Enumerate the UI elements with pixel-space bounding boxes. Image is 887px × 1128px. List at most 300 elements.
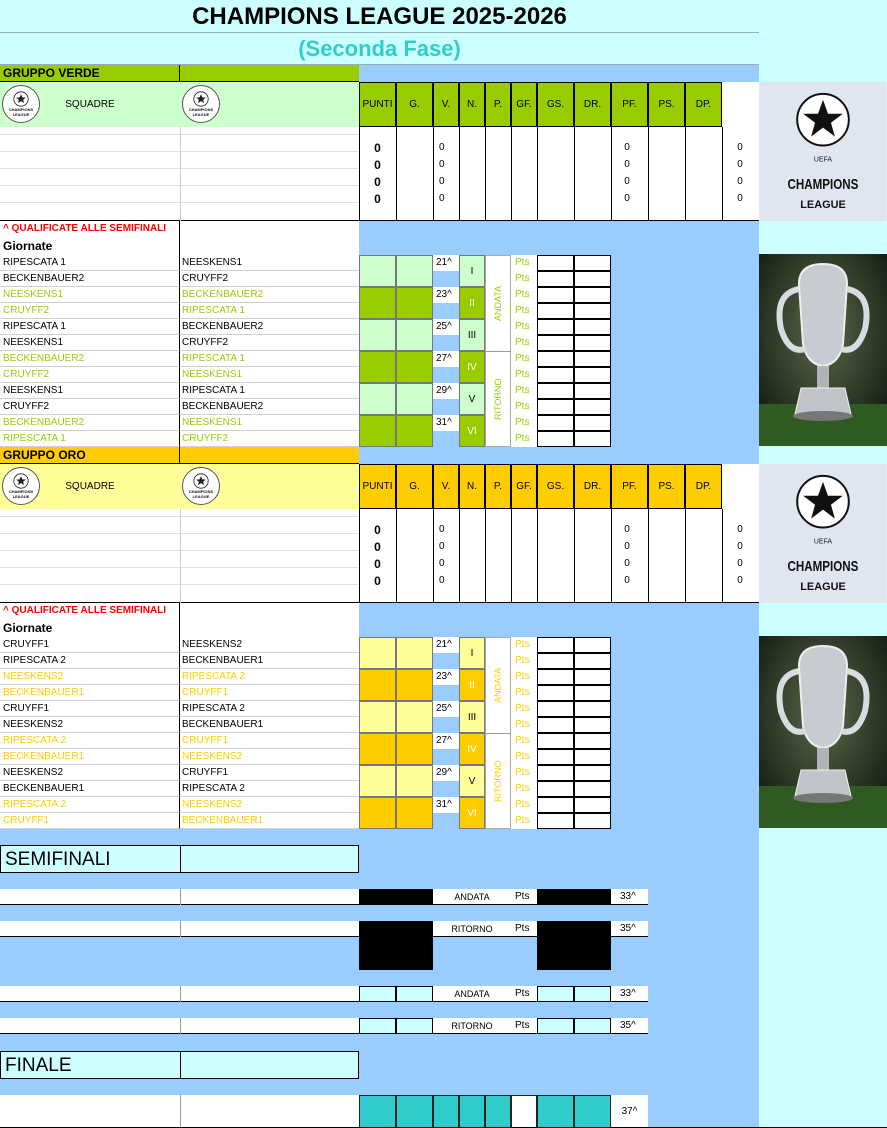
logo-caption: CHAMPIONS LEAGUE bbox=[188, 489, 214, 499]
header-p bbox=[485, 82, 511, 127]
giornata-number bbox=[433, 701, 459, 717]
match-home-team bbox=[0, 797, 180, 813]
score-cell[interactable] bbox=[574, 733, 611, 749]
match-home-team bbox=[0, 431, 180, 447]
giornata-number-text: 31^ bbox=[436, 799, 452, 810]
score-cell[interactable] bbox=[574, 303, 611, 319]
result-cell[interactable] bbox=[359, 255, 396, 287]
match-away-team-text: RIPESCATA 2 bbox=[182, 703, 245, 714]
score-cell[interactable] bbox=[574, 383, 611, 399]
score-cell[interactable] bbox=[574, 431, 611, 447]
match-home-team bbox=[0, 717, 180, 733]
group-name bbox=[0, 65, 180, 82]
divider bbox=[180, 845, 181, 873]
giornata-pad bbox=[433, 813, 459, 829]
round-numeral bbox=[459, 319, 485, 351]
match-away-team bbox=[180, 399, 359, 415]
match-away-team bbox=[180, 781, 359, 797]
pts-label-text: Pts bbox=[515, 289, 530, 300]
giornata-number bbox=[433, 733, 459, 749]
result-cell[interactable] bbox=[359, 351, 396, 383]
score-cell[interactable] bbox=[396, 1018, 433, 1034]
team-punti bbox=[359, 539, 396, 555]
header-v bbox=[433, 82, 459, 127]
pts-label bbox=[511, 431, 537, 447]
result-cell[interactable] bbox=[359, 287, 396, 319]
giornata-pad bbox=[433, 749, 459, 765]
qualificate-label-text: ^ QUALIFICATE ALLE SEMIFINALI bbox=[3, 605, 167, 616]
score-cell[interactable] bbox=[537, 685, 574, 701]
team-diff-reti bbox=[617, 539, 637, 555]
match-away-team bbox=[180, 335, 359, 351]
pts-label bbox=[511, 813, 537, 829]
score-cell[interactable] bbox=[537, 271, 574, 287]
score-cell[interactable] bbox=[574, 813, 611, 829]
pts-label bbox=[511, 669, 537, 685]
pts-label bbox=[511, 889, 537, 905]
match-home-team bbox=[0, 415, 180, 431]
team-giocate-text: 0 bbox=[439, 558, 445, 569]
header-dr bbox=[574, 464, 611, 509]
score-cell[interactable] bbox=[537, 255, 574, 271]
giornata-number bbox=[433, 797, 459, 813]
svg-text:CHAMPIONS: CHAMPIONS bbox=[787, 557, 859, 575]
round-numeral bbox=[459, 383, 485, 415]
match-home-team-text: BECKENBAUER1 bbox=[3, 687, 85, 698]
leg-label bbox=[433, 921, 511, 937]
match-away-team bbox=[180, 669, 359, 685]
giornata-pad bbox=[433, 303, 459, 319]
group-name bbox=[0, 447, 180, 464]
score-cell[interactable] bbox=[359, 986, 396, 1002]
score-cell[interactable] bbox=[537, 669, 574, 685]
score-cell[interactable] bbox=[574, 781, 611, 797]
match-home-team bbox=[0, 335, 180, 351]
page-subtitle-text: (Seconda Fase) bbox=[298, 36, 461, 61]
score-cell[interactable] bbox=[537, 701, 574, 717]
match-home-team-text: NEESKENS2 bbox=[3, 671, 64, 682]
team-diff-reti-text: 0 bbox=[624, 558, 630, 569]
team-diff-punti-text: 0 bbox=[737, 541, 743, 552]
header-punti bbox=[359, 464, 396, 509]
team-giocate bbox=[439, 539, 459, 555]
score-cell[interactable] bbox=[537, 986, 574, 1002]
match-home-team bbox=[0, 733, 180, 749]
champions-league-logo-icon bbox=[2, 467, 40, 505]
team-diff-reti-text: 0 bbox=[624, 524, 630, 535]
score-cell[interactable] bbox=[537, 287, 574, 303]
header-v-text: V. bbox=[441, 481, 451, 492]
star-ball-icon bbox=[13, 473, 29, 489]
header-p-text: P. bbox=[493, 99, 503, 110]
score-cell[interactable] bbox=[537, 813, 574, 829]
match-away-team bbox=[180, 351, 359, 367]
match-home-team bbox=[0, 351, 180, 367]
header-v-text: V. bbox=[441, 99, 451, 110]
big-logo-image bbox=[759, 82, 887, 221]
round-numeral-text: I bbox=[470, 265, 474, 277]
pts-label bbox=[511, 653, 537, 669]
score-cell[interactable] bbox=[574, 797, 611, 813]
header-dp bbox=[685, 82, 722, 127]
score-cell[interactable] bbox=[574, 685, 611, 701]
team-giocate-text: 0 bbox=[439, 575, 445, 586]
score-cell[interactable] bbox=[537, 335, 574, 351]
match-away-team bbox=[180, 813, 359, 829]
match-away-team bbox=[180, 319, 359, 335]
round-numeral bbox=[459, 765, 485, 797]
team-punti bbox=[359, 140, 396, 156]
result-cell[interactable] bbox=[396, 287, 433, 319]
pts-label-text: Pts bbox=[515, 305, 530, 316]
match-away-team-text: CRUYFF2 bbox=[182, 337, 229, 348]
team-giocate-text: 0 bbox=[439, 142, 445, 153]
team-punti bbox=[359, 191, 396, 207]
header-gs-text: GS. bbox=[546, 481, 565, 492]
round-numeral bbox=[459, 415, 485, 447]
team-diff-reti-text: 0 bbox=[624, 142, 630, 153]
team-diff-reti-text: 0 bbox=[624, 575, 630, 586]
team-punti-text: 0 bbox=[374, 192, 381, 206]
spacer bbox=[0, 1002, 648, 1018]
pts-label-text: Pts bbox=[515, 815, 530, 826]
svg-text:LEAGUE: LEAGUE bbox=[800, 581, 846, 594]
match-home-team-text: NEESKENS1 bbox=[3, 289, 64, 300]
finale-score-cell[interactable] bbox=[574, 1095, 611, 1128]
giornata-number-text: 23^ bbox=[436, 671, 452, 682]
pts-label bbox=[511, 351, 537, 367]
team-diff-punti bbox=[728, 157, 752, 173]
round-numeral-text: V bbox=[468, 393, 476, 405]
pts-label bbox=[511, 271, 537, 287]
header-dp bbox=[685, 464, 722, 509]
score-cell[interactable] bbox=[537, 653, 574, 669]
score-cell[interactable] bbox=[574, 986, 611, 1002]
pts-label-text: Pts bbox=[515, 891, 530, 902]
pts-label-text: Pts bbox=[515, 385, 530, 396]
score-cell[interactable] bbox=[537, 303, 574, 319]
result-cell[interactable] bbox=[396, 669, 433, 701]
score-cell[interactable] bbox=[574, 271, 611, 287]
score-cell[interactable] bbox=[537, 431, 574, 447]
header-ps-text: PS. bbox=[658, 99, 675, 110]
match-home-team-text: BECKENBAUER2 bbox=[3, 417, 85, 428]
header-n-text: N. bbox=[467, 99, 477, 110]
champions-league-logo-icon bbox=[182, 467, 220, 505]
result-cell[interactable] bbox=[359, 765, 396, 797]
header-pf bbox=[611, 82, 648, 127]
pts-label-text: Pts bbox=[515, 401, 530, 412]
match-away-team bbox=[180, 287, 359, 303]
score-cell[interactable] bbox=[574, 701, 611, 717]
match-away-team-text: NEESKENS2 bbox=[182, 799, 243, 810]
score-cell[interactable] bbox=[537, 367, 574, 383]
giornata-number-text: 31^ bbox=[436, 417, 452, 428]
match-home-team-text: NEESKENS2 bbox=[3, 719, 64, 730]
score-cell[interactable] bbox=[574, 653, 611, 669]
giornata-number bbox=[433, 637, 459, 653]
score-cell[interactable] bbox=[574, 765, 611, 781]
score-cell[interactable] bbox=[574, 351, 611, 367]
finale-score-cell[interactable] bbox=[459, 1095, 485, 1128]
score-cell[interactable] bbox=[574, 287, 611, 303]
blue-band bbox=[359, 65, 759, 82]
pts-label-text: Pts bbox=[515, 719, 530, 730]
finale-score-cell[interactable] bbox=[433, 1095, 459, 1128]
pts-label bbox=[511, 765, 537, 781]
match-home-team-text: CRUYFF2 bbox=[3, 401, 50, 412]
header-gf-text: GF. bbox=[516, 481, 532, 492]
score-cell[interactable] bbox=[574, 717, 611, 733]
result-cell[interactable] bbox=[359, 319, 396, 351]
result-cell[interactable] bbox=[396, 733, 433, 765]
col-line bbox=[396, 127, 433, 221]
header-punti-text: PUNTI bbox=[362, 99, 393, 110]
score-cell[interactable] bbox=[537, 351, 574, 367]
round-numeral bbox=[459, 701, 485, 733]
team-diff-reti bbox=[617, 573, 637, 589]
header-ps-text: PS. bbox=[658, 481, 675, 492]
result-cell[interactable] bbox=[359, 669, 396, 701]
round-numeral bbox=[459, 351, 485, 383]
round-numeral-text: V bbox=[468, 775, 476, 787]
round-numeral-text: III bbox=[467, 711, 477, 723]
match-away-team-text: CRUYFF1 bbox=[182, 767, 229, 778]
match-away-team-text: NEESKENS1 bbox=[182, 417, 243, 428]
match-away-team-text: RIPESCATA 1 bbox=[182, 385, 245, 396]
header-dp-text: DP. bbox=[695, 99, 712, 110]
match-home-team-text: BECKENBAUER2 bbox=[3, 353, 85, 364]
lower-bg bbox=[0, 829, 759, 1128]
divider bbox=[180, 986, 181, 1002]
blue-band bbox=[359, 447, 759, 464]
giornata-pad bbox=[433, 399, 459, 415]
team-punti bbox=[359, 556, 396, 572]
score-cell[interactable] bbox=[537, 415, 574, 431]
star-ball-icon bbox=[193, 91, 209, 107]
giornata-number-text: 27^ bbox=[436, 353, 452, 364]
result-cell[interactable] bbox=[396, 319, 433, 351]
finale-score-cell[interactable] bbox=[396, 1095, 433, 1128]
finale-cell bbox=[511, 1095, 537, 1128]
team-punti bbox=[359, 522, 396, 538]
round-numeral-text: II bbox=[469, 679, 475, 691]
match-away-team-text: RIPESCATA 2 bbox=[182, 671, 245, 682]
result-cell[interactable] bbox=[359, 383, 396, 415]
score-cell[interactable] bbox=[574, 367, 611, 383]
champions-league-logo-icon bbox=[182, 85, 220, 123]
score-cell[interactable] bbox=[537, 637, 574, 653]
giornata-pad bbox=[433, 335, 459, 351]
giornata-number-text: 25^ bbox=[436, 321, 452, 332]
score-cell[interactable] bbox=[537, 383, 574, 399]
big-logo-image bbox=[759, 464, 887, 603]
squadre-label bbox=[40, 82, 140, 127]
team-diff-punti-text: 0 bbox=[737, 142, 743, 153]
pts-label-text: Pts bbox=[515, 671, 530, 682]
result-cell[interactable] bbox=[396, 351, 433, 383]
giornata-number-text: 21^ bbox=[436, 257, 452, 268]
giornata-number-text: 35^ bbox=[620, 1020, 636, 1031]
finale-giornata-text: 37^ bbox=[621, 1106, 638, 1117]
andata-vertical-label-text: ANDATA bbox=[493, 285, 503, 321]
result-cell[interactable] bbox=[359, 415, 396, 447]
pts-label-text: Pts bbox=[515, 337, 530, 348]
header-g bbox=[396, 82, 433, 127]
team-giocate-text: 0 bbox=[439, 541, 445, 552]
score-cell[interactable] bbox=[396, 986, 433, 1002]
result-cell[interactable] bbox=[396, 637, 433, 669]
round-numeral bbox=[459, 797, 485, 829]
match-away-team bbox=[180, 431, 359, 447]
match-away-team bbox=[180, 797, 359, 813]
match-away-team-text: CRUYFF1 bbox=[182, 735, 229, 746]
round-numeral-text: IV bbox=[467, 361, 477, 373]
score-cell[interactable] bbox=[537, 765, 574, 781]
round-numeral-text: II bbox=[469, 297, 475, 309]
team-giocate bbox=[439, 174, 459, 190]
match-away-team bbox=[180, 303, 359, 319]
blue-band bbox=[359, 221, 759, 255]
score-cell[interactable] bbox=[574, 1018, 611, 1034]
pts-label bbox=[511, 685, 537, 701]
group-name-text: GRUPPO ORO bbox=[3, 448, 86, 462]
match-away-team-text: BECKENBAUER1 bbox=[182, 655, 264, 666]
champions-league-big-logo-icon bbox=[759, 82, 887, 221]
svg-text:UEFA: UEFA bbox=[813, 538, 833, 546]
team-diff-reti-text: 0 bbox=[624, 541, 630, 552]
pts-label-text: Pts bbox=[515, 783, 530, 794]
divider bbox=[485, 733, 511, 734]
giornata-number bbox=[611, 986, 648, 1002]
giornata-pad bbox=[433, 717, 459, 733]
result-cell[interactable] bbox=[396, 255, 433, 287]
match-away-team-text: NEESKENS2 bbox=[182, 751, 243, 762]
match-home-team bbox=[0, 319, 180, 335]
team-punti-text: 0 bbox=[374, 141, 381, 155]
score-cell[interactable] bbox=[574, 399, 611, 415]
finale-score-cell[interactable] bbox=[485, 1095, 511, 1128]
score-cell[interactable] bbox=[574, 415, 611, 431]
team-diff-punti bbox=[728, 522, 752, 538]
match-away-team bbox=[180, 717, 359, 733]
match-home-team-text: NEESKENS2 bbox=[3, 767, 64, 778]
score-cell[interactable] bbox=[359, 1018, 396, 1034]
result-cell[interactable] bbox=[359, 797, 396, 829]
result-cell[interactable] bbox=[396, 383, 433, 415]
match-home-team bbox=[0, 383, 180, 399]
pts-label-text: Pts bbox=[515, 988, 530, 999]
team-giocate-text: 0 bbox=[439, 524, 445, 535]
score-cell[interactable] bbox=[537, 749, 574, 765]
giornate-label bbox=[0, 237, 180, 255]
score-cell[interactable] bbox=[537, 399, 574, 415]
score-cell[interactable] bbox=[574, 319, 611, 335]
finale-score-cell[interactable] bbox=[537, 1095, 574, 1128]
giornata-number bbox=[433, 383, 459, 399]
result-cell[interactable] bbox=[359, 701, 396, 733]
pts-label-text: Pts bbox=[515, 767, 530, 778]
col-line bbox=[511, 127, 537, 221]
col-line bbox=[648, 127, 685, 221]
score-cell[interactable] bbox=[537, 797, 574, 813]
giornata-number-text: 35^ bbox=[620, 923, 636, 934]
score-cell[interactable] bbox=[537, 319, 574, 335]
score-cell[interactable] bbox=[574, 669, 611, 685]
giornata-pad bbox=[433, 653, 459, 669]
match-home-team bbox=[0, 367, 180, 383]
pts-label bbox=[511, 637, 537, 653]
team-giocate bbox=[439, 556, 459, 572]
col-line bbox=[396, 509, 433, 603]
score-cell[interactable] bbox=[537, 781, 574, 797]
result-cell[interactable] bbox=[359, 733, 396, 765]
ritorno-vertical-label-text: RITORNO bbox=[493, 760, 503, 802]
team-punti-text: 0 bbox=[374, 175, 381, 189]
team-punti-text: 0 bbox=[374, 540, 381, 554]
giornata-pad bbox=[433, 431, 459, 447]
match-away-team bbox=[180, 765, 359, 781]
result-cell[interactable] bbox=[396, 797, 433, 829]
score-cell[interactable] bbox=[537, 1018, 574, 1034]
score-cell[interactable] bbox=[574, 335, 611, 351]
team-diff-punti bbox=[728, 140, 752, 156]
result-cell[interactable] bbox=[359, 637, 396, 669]
score-cell[interactable] bbox=[574, 637, 611, 653]
score-cell[interactable] bbox=[537, 733, 574, 749]
col-line bbox=[574, 127, 611, 221]
pts-label bbox=[511, 1018, 537, 1034]
col-line bbox=[485, 509, 511, 603]
result-cell[interactable] bbox=[396, 701, 433, 733]
match-away-team bbox=[180, 733, 359, 749]
col-line bbox=[459, 127, 485, 221]
match-away-team-text: NEESKENS1 bbox=[182, 257, 243, 268]
blank-cell bbox=[359, 889, 433, 905]
giornata-number-text: 23^ bbox=[436, 289, 452, 300]
finale-score-cell[interactable] bbox=[359, 1095, 396, 1128]
leg-label-text: ANDATA bbox=[454, 892, 490, 902]
header-punti-text: PUNTI bbox=[362, 481, 393, 492]
star-ball-icon bbox=[13, 91, 29, 107]
match-home-team-text: RIPESCATA 2 bbox=[3, 655, 66, 666]
pts-label-text: Pts bbox=[515, 655, 530, 666]
score-cell[interactable] bbox=[574, 749, 611, 765]
result-cell[interactable] bbox=[396, 765, 433, 797]
giornata-number bbox=[433, 351, 459, 367]
blank-cell bbox=[359, 937, 433, 970]
header-n-text: N. bbox=[467, 481, 477, 492]
page-subtitle bbox=[0, 33, 759, 65]
header-n bbox=[459, 464, 485, 509]
pts-label bbox=[511, 383, 537, 399]
score-cell[interactable] bbox=[574, 255, 611, 271]
match-home-team bbox=[0, 765, 180, 781]
team-diff-punti-text: 0 bbox=[737, 558, 743, 569]
divider bbox=[180, 1051, 181, 1079]
match-home-team-text: RIPESCATA 1 bbox=[3, 321, 66, 332]
result-cell[interactable] bbox=[396, 415, 433, 447]
blue-band bbox=[611, 637, 759, 829]
team-diff-reti bbox=[617, 522, 637, 538]
round-numeral bbox=[459, 255, 485, 287]
header-g-text: G. bbox=[409, 481, 420, 492]
team-diff-punti-text: 0 bbox=[737, 575, 743, 586]
round-numeral-text: VI bbox=[467, 807, 477, 819]
match-home-team bbox=[0, 749, 180, 765]
score-cell[interactable] bbox=[537, 717, 574, 733]
team-diff-punti-text: 0 bbox=[737, 176, 743, 187]
